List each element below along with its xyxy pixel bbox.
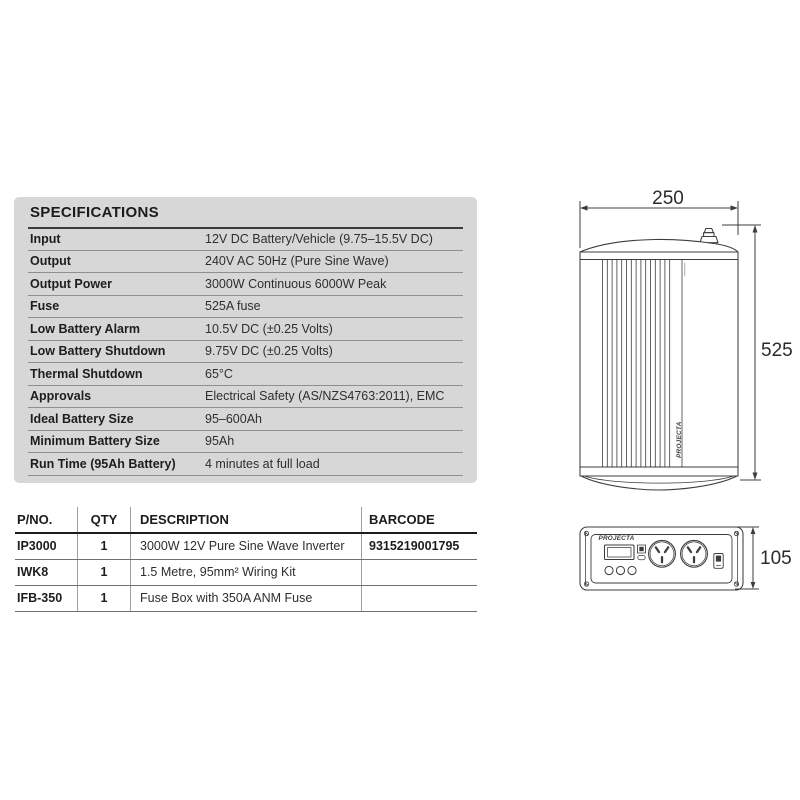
spec-value: 9.75V DC (±0.25 Volts) (205, 344, 333, 358)
spec-label: Approvals (30, 389, 92, 403)
spec-label: Ideal Battery Size (30, 411, 134, 426)
body-outline (580, 252, 738, 476)
spec-label: Fuse (30, 299, 60, 313)
cell-qty: 1 (78, 534, 131, 559)
spec-label: Output Power (30, 276, 112, 291)
parts-row-iwk8 (15, 560, 477, 586)
parts-row-ifb-350 (15, 586, 477, 612)
spec-value: 65°C (205, 366, 233, 381)
cell-description: 1.5 Metre, 95mm² Wiring Kit (131, 560, 362, 585)
spec-value: 12V DC Battery/Vehicle (9.75–15.5V DC) (205, 232, 433, 246)
spec-label: Thermal Shutdown (30, 366, 143, 381)
spec-row-thermal-shutdown (28, 362, 463, 385)
spec-label: Low Battery Alarm (30, 321, 140, 336)
spec-label: Minimum Battery Size (30, 434, 160, 448)
terminal-bolt (700, 229, 718, 243)
spec-row-output-power (28, 272, 463, 295)
cell-pno: IFB-350 (15, 586, 78, 611)
spec-value: 3000W Continuous 6000W Peak (205, 276, 387, 291)
cell-barcode: 9315219001795 (369, 539, 460, 553)
col-header-qty: QTY (78, 507, 131, 532)
cell-barcode (362, 560, 477, 585)
parts-row-ip3000 (15, 534, 477, 560)
spec-value: Electrical Safety (AS/NZS4763:2011), EMC (205, 389, 445, 403)
cell-barcode (362, 586, 477, 611)
specifications-table (14, 197, 477, 483)
spec-row-approvals (28, 385, 463, 408)
spec-row-low-battery-shutdown (28, 340, 463, 363)
body-logo-text: PROJECTA (676, 421, 683, 458)
dim-panel-height-label: 105 (760, 548, 792, 569)
spec-row-fuse (28, 295, 463, 318)
spec-label: Input (30, 232, 61, 246)
spec-row-output (28, 250, 463, 273)
cell-qty: 1 (78, 586, 131, 611)
spec-row-low-battery-alarm (28, 317, 463, 340)
inverter-technical-drawing (563, 178, 800, 623)
spec-row-run-time (28, 452, 463, 476)
parts-table (15, 507, 477, 612)
spec-value: 95–600Ah (205, 411, 263, 426)
spec-label: Output (30, 254, 71, 268)
cell-pno: IP3000 (15, 534, 78, 559)
spec-value: 95Ah (205, 434, 235, 448)
col-header-pno: P/NO. (15, 507, 78, 532)
parts-table-header (15, 507, 477, 534)
spec-label: Run Time (95Ah Battery) (30, 456, 176, 471)
spec-row-minimum-battery-size (28, 430, 463, 453)
spec-value: 10.5V DC (±0.25 Volts) (205, 321, 333, 336)
panel-logo-text: PROJECTA (598, 535, 635, 542)
spec-value: 525A fuse (205, 299, 261, 313)
spec-value: 240V AC 50Hz (Pure Sine Wave) (205, 254, 389, 268)
front-panel-view (580, 527, 743, 590)
cell-pno: IWK8 (15, 560, 78, 585)
cell-description: 3000W 12V Pure Sine Wave Inverter (131, 534, 362, 559)
spec-label: Low Battery Shutdown (30, 344, 166, 358)
spec-row-ideal-battery-size (28, 407, 463, 430)
col-header-barcode: BARCODE (369, 512, 435, 527)
inverter-side-view (580, 229, 738, 491)
specifications-title: SPECIFICATIONS (30, 203, 159, 221)
dim-width-label: 250 (652, 188, 684, 209)
dim-height-label: 525 (761, 340, 793, 361)
cell-description: Fuse Box with 350A ANM Fuse (131, 586, 362, 611)
col-header-description: DESCRIPTION (131, 507, 362, 532)
spec-value: 4 minutes at full load (205, 456, 320, 471)
spec-row-input (28, 227, 463, 250)
cell-qty: 1 (78, 560, 131, 585)
